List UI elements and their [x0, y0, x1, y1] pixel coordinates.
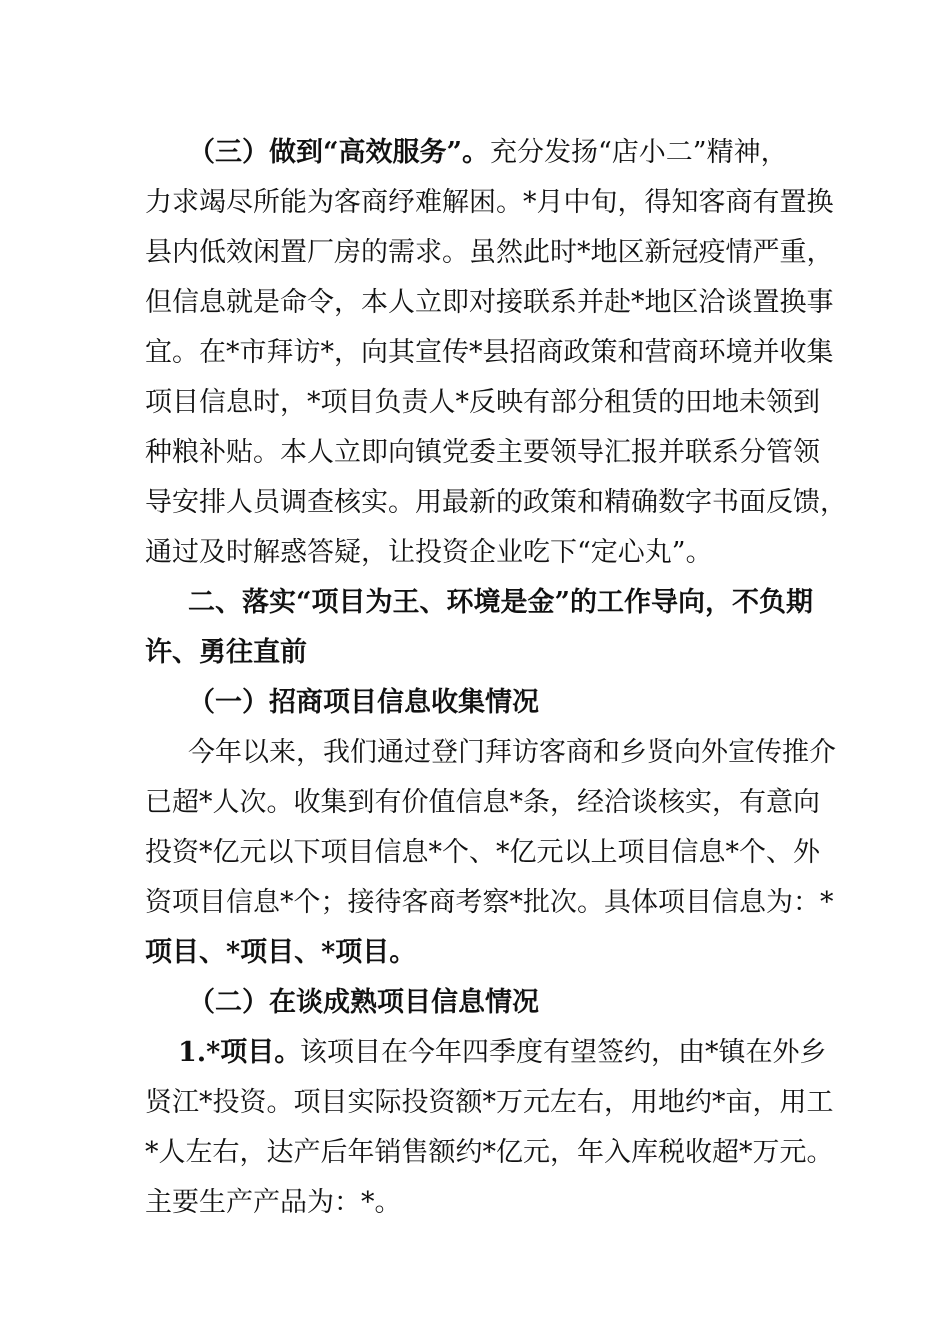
part-two-heading-line-1 — [0, 578, 950, 628]
subsection-one-line-3 — [0, 828, 950, 878]
paragraph-line: *人左右，达产后年销售额约*亿元，年入库税收超*万元。 — [145, 1137, 834, 1168]
paragraph-line: 投资*亿元以下项目信息*个、*亿元以上项目信息*个、外 — [145, 837, 820, 868]
paragraph-line: 主要生产产品为：*。 — [145, 1187, 402, 1218]
section-three-line-5 — [0, 328, 950, 378]
section-three-line-1 — [0, 128, 950, 178]
paragraph-line: 宜。在*市拜访*，向其宣传*县招商政策和营商环境并收集 — [145, 337, 834, 368]
section-three-line-2 — [0, 178, 950, 228]
paragraph-line: 已超*人次。收集到有价值信息*条，经洽谈核实，有意向 — [145, 787, 820, 818]
section-three-line-8 — [0, 478, 950, 528]
paragraph-line: 导安排人员调查核实。用最新的政策和精确数字书面反馈， — [145, 487, 847, 518]
subsection-one-line-1 — [0, 728, 950, 778]
paragraph-line: 今年以来，我们通过登门拜访客商和乡贤向外宣传推介 — [188, 737, 836, 768]
section-three-heading: （三）做到“高效服务”。 — [188, 137, 490, 168]
paragraph-line: 贤江*投资。项目实际投资额*万元左右，用地约*亩，用工 — [145, 1087, 834, 1118]
subsection-two-heading: （二）在谈成熟项目信息情况 — [188, 987, 539, 1018]
subsection-two-heading-line — [0, 978, 950, 1028]
paragraph-line: 通过及时解惑答疑，让投资企业吃下“定心丸”。 — [145, 537, 713, 568]
section-three-text: 充分发扬“店小二”精神， — [490, 137, 788, 168]
item-one-label: 1.*项目。 — [178, 1037, 302, 1068]
paragraph-line: 力求竭尽所能为客商纾难解困。*月中旬，得知客商有置换 — [145, 187, 834, 218]
part-two-heading-continued: 许、勇往直前 — [145, 637, 307, 668]
part-two-heading-line-2 — [0, 628, 950, 678]
subsection-two-line-4 — [0, 1178, 950, 1228]
section-three-line-9 — [0, 528, 950, 578]
paragraph-line: 种粮补贴。本人立即向镇党委主要领导汇报并联系分管领 — [145, 437, 820, 468]
subsection-one-line-4 — [0, 878, 950, 928]
paragraph-line: 项目信息时，*项目负责人*反映有部分租赁的田地未领到 — [145, 387, 820, 418]
subsection-two-line-3 — [0, 1128, 950, 1178]
subsection-two-line-1 — [0, 1028, 950, 1078]
paragraph-line: 该项目在今年四季度有望签约，由*镇在外乡 — [300, 1037, 827, 1068]
subsection-one-heading-line — [0, 678, 950, 728]
subsection-two-line-2 — [0, 1078, 950, 1128]
project-list: 项目、*项目、*项目。 — [145, 937, 417, 968]
paragraph-line: 县内低效闲置厂房的需求。虽然此时*地区新冠疫情严重， — [145, 237, 834, 268]
subsection-one-line-2 — [0, 778, 950, 828]
paragraph-line: 资项目信息*个；接待客商考察*批次。具体项目信息为：* — [145, 887, 834, 918]
section-three-line-7 — [0, 428, 950, 478]
section-three-line-4 — [0, 278, 950, 328]
paragraph-line: 但信息就是命令，本人立即对接联系并赴*地区洽谈置换事 — [145, 287, 834, 318]
section-three-line-3 — [0, 228, 950, 278]
part-two-heading: 二、落实“项目为王、环境是金”的工作导向，不负期 — [188, 587, 814, 618]
section-three-line-6 — [0, 378, 950, 428]
subsection-one-heading: （一）招商项目信息收集情况 — [188, 687, 539, 718]
subsection-one-line-5 — [0, 928, 950, 978]
